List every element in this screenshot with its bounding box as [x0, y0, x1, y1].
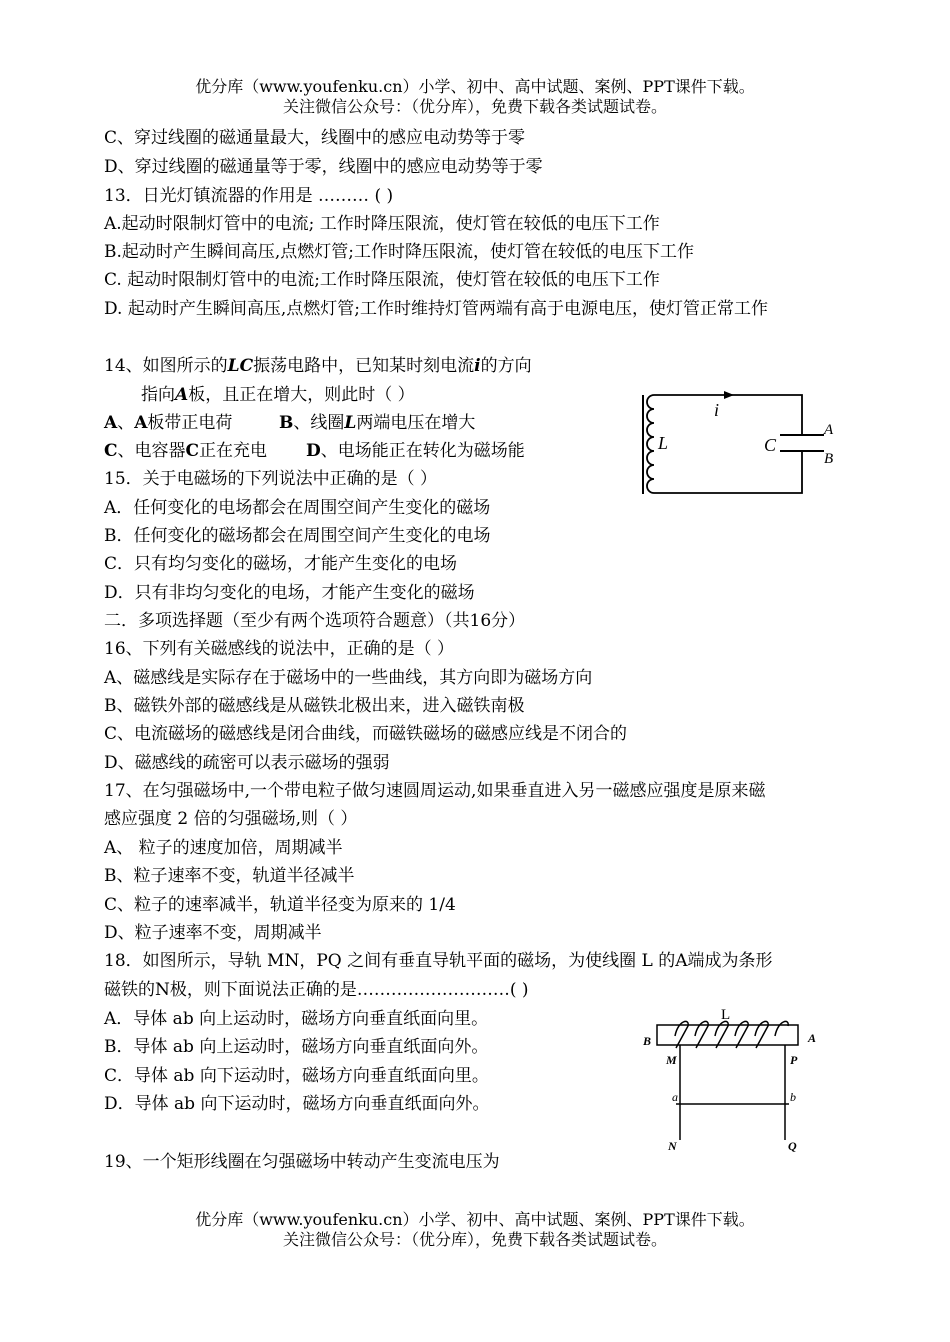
- q16-option-a: A、磁感线是实际存在于磁场中的一些曲线，其方向即为磁场方向: [104, 668, 593, 688]
- footer-line-2: 关注微信公众号：（优分库），免费下载各类试题试卷。: [282, 1230, 667, 1249]
- q15-option-b: B．任何变化的磁场都会在周围空间产生变化的电场: [104, 526, 491, 546]
- plate-a-label: A: [824, 422, 834, 438]
- q15-stem: 15．关于电磁场的下列说法中正确的是（ ）: [104, 469, 438, 489]
- q16-option-d: D、磁感线的疏密可以表示磁场的强弱: [104, 753, 390, 773]
- plate-b-label: B: [824, 451, 834, 467]
- footer-line-1: 优分库（www.youfenku.cn）小学、初中、高中试题、案例、PPT课件下载。: [195, 1210, 755, 1229]
- q13-option-b: B.起动时产生瞬间高压,点燃灯管;工作时降压限流，使灯管在较低的电压下工作: [104, 242, 695, 262]
- header-line-1: 优分库（www.youfenku.cn）小学、初中、高中试题、案例、PPT课件下载。: [195, 77, 755, 96]
- q12-option-d: D、穿过线圈的磁通量等于零，线圈中的感应电动势等于零: [104, 157, 543, 177]
- capacitor-label: C: [764, 435, 777, 455]
- q15-option-d: D．只有非均匀变化的电场，才能产生变化的磁场: [104, 583, 475, 603]
- lc-circuit-figure: [640, 390, 834, 500]
- coil-label: L: [721, 1007, 731, 1023]
- q16-option-b: B、磁铁外部的磁感线是从磁铁北极出来，进入磁铁南极: [104, 696, 525, 716]
- q18-option-c: C．导体 ab 向下运动时，磁场方向垂直纸面向里。: [104, 1066, 489, 1086]
- q14-option-d: D、电场能正在转化为磁场能: [306, 441, 525, 461]
- q14-option-c: C、电容器C正在充电: [104, 441, 268, 461]
- q13-option-d: D. 起动时产生瞬间高压,点燃灯管;工作时维持灯管两端有高于电源电压，使灯管正常工作: [104, 299, 768, 319]
- q14-option-b: B、线圈L两端电压在增大: [279, 413, 476, 433]
- q13-option-c: C. 起动时限制灯管中的电流;工作时降压限流，使灯管在较低的电压下工作: [104, 270, 660, 290]
- end-b-label: B: [643, 1034, 652, 1048]
- q17-option-a: A、 粒子的速度加倍，周期减半: [104, 838, 343, 858]
- q19-stem: 19、一个矩形线圈在匀强磁场中转动产生变流电压为: [104, 1152, 500, 1172]
- point-b-label: b: [790, 1090, 796, 1104]
- current-arrow-icon: [724, 391, 734, 399]
- q14-stem-line2: 指向A板，且正在增大，则此时（ ）: [141, 385, 415, 405]
- q17-option-b: B、粒子速率不变，轨道半径减半: [104, 866, 355, 886]
- q17-stem-line2: 感应强度 2 倍的匀强磁场,则（ ）: [104, 809, 358, 829]
- section-2-title: 二．多项选择题（至少有两个选项符合题意）（共16分）: [104, 611, 526, 631]
- q15-option-c: C．只有均匀变化的磁场，才能产生变化的电场: [104, 554, 458, 574]
- q18-option-b: B．导体 ab 向上运动时，磁场方向垂直纸面向外。: [104, 1037, 489, 1057]
- circuit-wire-top: [662, 395, 802, 435]
- q16-option-c: C、电流磁场的磁感线是闭合曲线，而磁铁磁场的磁感应线是不闭合的: [104, 724, 628, 744]
- q13-option-a: A.起动时限制灯管中的电流; 工作时降压限流，使灯管在较低的电压下工作: [104, 214, 660, 234]
- q18-stem-line2: 磁铁的N极，则下面说法正确的是………………………( ): [104, 980, 529, 1000]
- q15-option-a: A．任何变化的电场都会在周围空间产生变化的磁场: [104, 498, 491, 518]
- q16-stem: 16、下列有关磁感线的说法中，正确的是（ ）: [104, 639, 455, 659]
- q12-option-c: C、穿过线圈的磁通量最大，线圈中的感应电动势等于零: [104, 128, 526, 148]
- point-m-label: M: [666, 1053, 677, 1067]
- end-a-label: A: [808, 1031, 817, 1045]
- circuit-wire-bottom: [662, 451, 802, 493]
- point-n-label: N: [668, 1139, 677, 1153]
- q14-stem: 14、如图所示的LC振荡电路中，已知某时刻电流i的方向: [104, 356, 532, 376]
- q18-option-a: A．导体 ab 向上运动时，磁场方向垂直纸面向里。: [104, 1009, 489, 1029]
- current-label: i: [714, 400, 720, 420]
- q14-option-a: A、A板带正电荷: [104, 413, 233, 433]
- header-line-2: 关注微信公众号：（优分库），免费下载各类试题试卷。: [282, 97, 667, 116]
- q18-option-d: D．导体 ab 向下运动时，磁场方向垂直纸面向外。: [104, 1094, 490, 1114]
- inductor-label: L: [658, 433, 669, 453]
- q18-stem-line1: 18．如图所示，导轨 MN，PQ 之间有垂直导轨平面的磁场，为使线圈 L 的A端成为条形: [104, 951, 773, 971]
- q17-option-c: C、粒子的速率减半，轨道半径变为原来的 1/4: [104, 895, 456, 915]
- point-p-label: P: [790, 1053, 798, 1067]
- q17-option-d: D、粒子速率不变，周期减半: [104, 923, 322, 943]
- q17-stem-line1: 17、在匀强磁场中,一个带电粒子做匀速圆周运动,如果垂直进入另一磁感应强度是原来磁: [104, 781, 766, 801]
- point-q-label: Q: [788, 1139, 797, 1153]
- q13-stem: 13．日光灯镇流器的作用是 ……… ( ): [104, 186, 394, 206]
- rail-coil-figure: [640, 1000, 830, 1160]
- point-a-label: a: [672, 1090, 678, 1104]
